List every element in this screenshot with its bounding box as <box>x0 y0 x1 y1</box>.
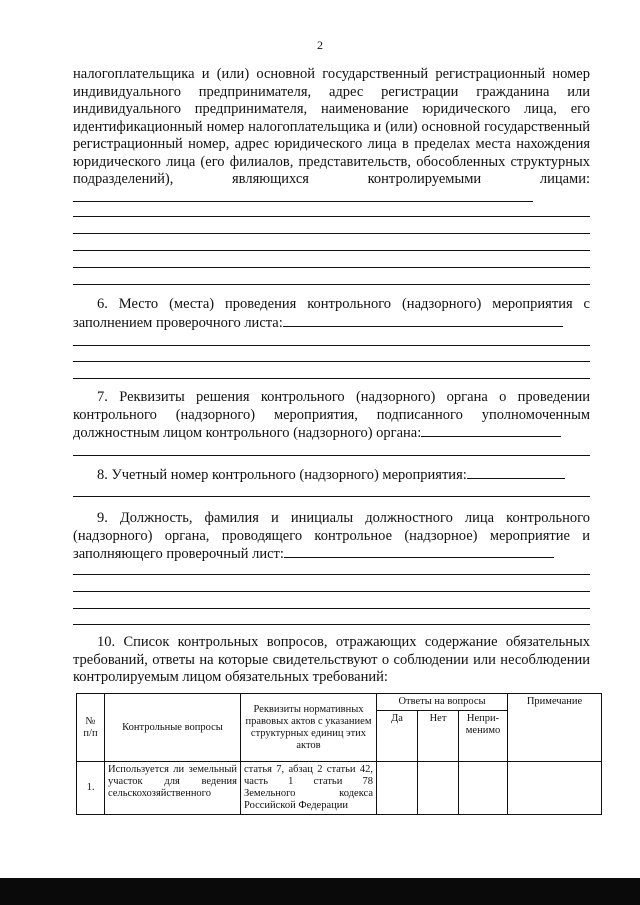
fill-line <box>73 267 590 268</box>
column-header-requisites: Реквизиты нормативных правовых актов с указанием структурных единиц этих актов <box>241 694 377 762</box>
fill-line <box>283 314 563 327</box>
fill-line <box>73 574 590 575</box>
fill-line <box>73 455 590 456</box>
item-10-paragraph: 10. Список контрольных вопросов, отражающих содержание обязательных требований, ответы на которые свидетельствуют о соблюдении или несоблюдении контролируемым лицом обязательных требований: <box>73 634 590 685</box>
fill-line <box>421 424 561 437</box>
page-number: 2 <box>317 38 323 52</box>
fill-line <box>73 361 590 362</box>
column-header-no: Нет <box>418 711 459 762</box>
note-cell[interactable] <box>508 762 602 815</box>
fill-line <box>73 216 590 217</box>
fill-line <box>284 545 554 558</box>
fill-line <box>73 189 533 202</box>
row-number: 1. <box>77 762 105 815</box>
column-header-yes: Да <box>377 711 418 762</box>
fill-line <box>73 345 590 346</box>
checklist-table <box>76 693 602 815</box>
column-header-not-applicable: Непри-менимо <box>459 711 508 762</box>
item-7-paragraph: 7. Реквизиты решения контрольного (надзорного) органа о проведении контрольного (надзорного) мероприятия, подписанного уполномоченным должностным лицом контрольного (надзорного) органа: <box>73 389 590 441</box>
item-8-paragraph: 8. Учетный номер контрольного (надзорного) мероприятия: <box>73 466 590 485</box>
row-requisites: статья 7, абзац 2 статьи 42, часть 1 статьи 78 Земельного кодекса Российской Федерации <box>241 762 377 815</box>
column-header-questions: Контрольные вопросы <box>105 694 241 762</box>
intro-paragraph: налогоплательщика и (или) основной государственный регистрационный номер индивидуального предпринимателя, адрес регистрации гражданина или индивидуального предпринимателя, наименование юридического лица, его идентификационный номер налогоплательщика и (или) основной государственный регистрационный номер, адрес юридического лица в пределах места нахождения юридического лица (его филиалов, представительств, обособленных структурных подразделений), являющихся контролируемыми лицами: <box>73 66 590 207</box>
fill-line <box>73 624 590 625</box>
row-question: Используется ли земельный участок для ведения сельскохозяйственного <box>105 762 241 815</box>
table-row <box>77 762 602 815</box>
fill-line <box>467 466 565 479</box>
answer-no-cell[interactable] <box>418 762 459 815</box>
fill-line <box>73 378 590 379</box>
fill-line <box>73 591 590 592</box>
fill-line <box>73 250 590 251</box>
fill-line <box>73 284 590 285</box>
answer-yes-cell[interactable] <box>377 762 418 815</box>
fill-line <box>73 233 590 234</box>
answer-not-applicable-cell[interactable] <box>459 762 508 815</box>
item-6-paragraph: 6. Место (места) проведения контрольного (надзорного) мероприятия с заполнением проверочного листа: <box>73 296 590 331</box>
scan-bottom-border <box>0 878 640 905</box>
fill-line <box>73 608 590 609</box>
column-header-note: Примечание <box>508 694 602 762</box>
column-header-answers: Ответы на вопросы <box>377 694 508 711</box>
fill-line <box>73 496 590 497</box>
item-9-paragraph: 9. Должность, фамилия и инициалы должностного лица контрольного (надзорного) органа, проводящего контрольное (надзорное) мероприятие и заполняющего проверочный лист: <box>73 510 590 562</box>
column-header-number: № п/п <box>77 694 105 762</box>
